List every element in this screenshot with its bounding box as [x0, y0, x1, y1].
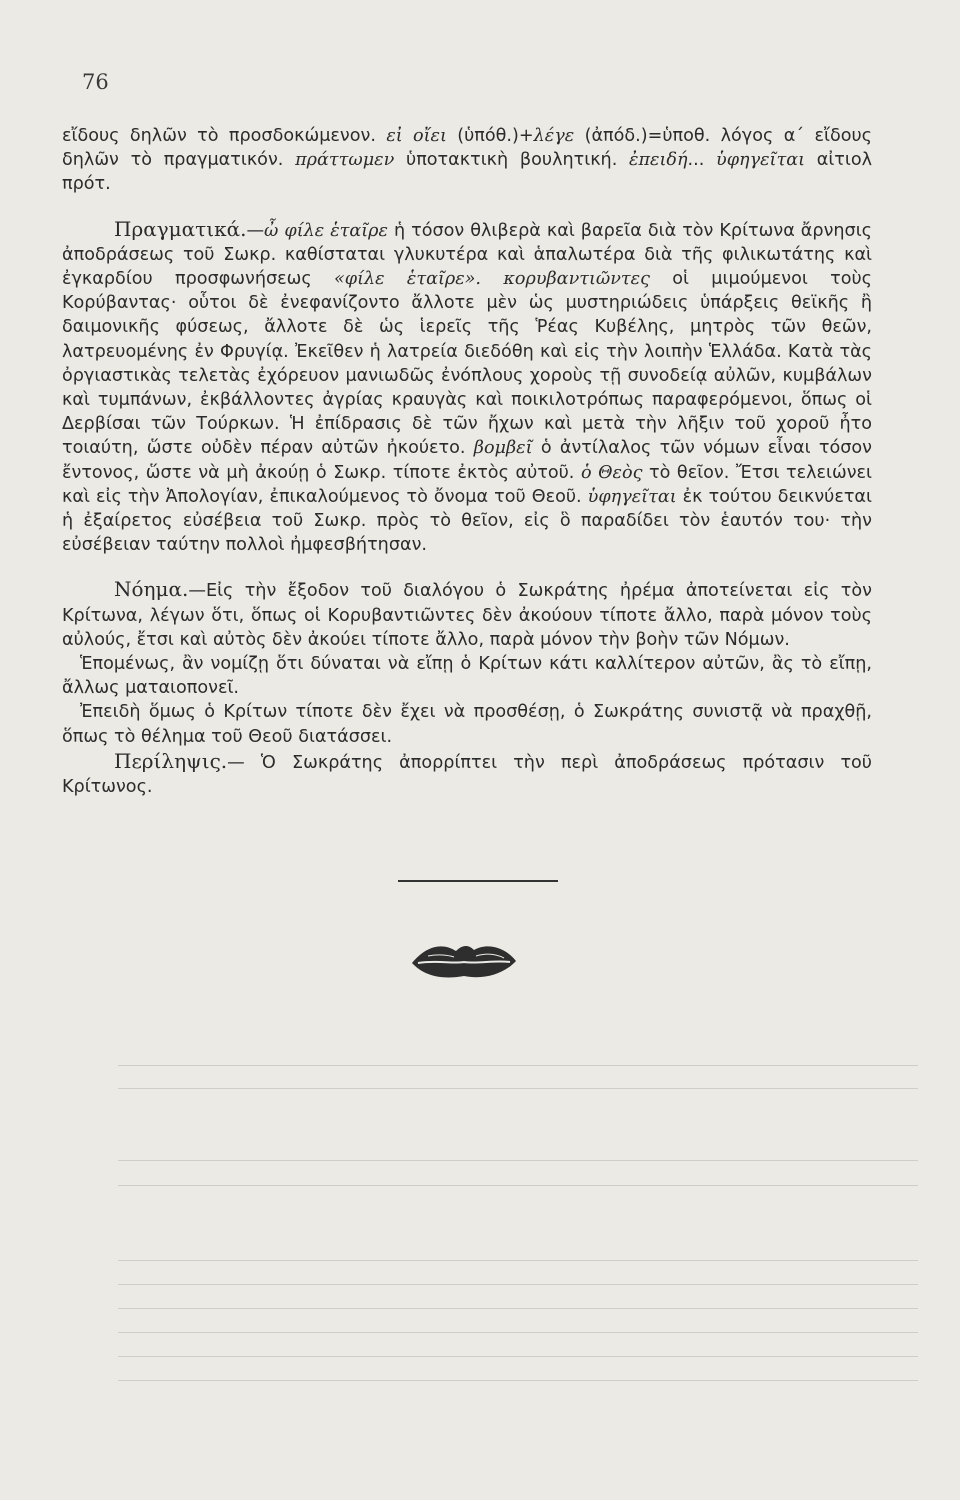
italic-term: ὁ Θεὸς	[580, 462, 643, 483]
bleed-through-line	[118, 1065, 918, 1066]
italic-term: βομβεῖ	[473, 438, 533, 459]
text: αἰτιολ πρότ.	[62, 150, 872, 195]
italic-term: ὦ φίλε ἑταῖρε	[264, 220, 388, 241]
body-text	[62, 124, 872, 799]
text: ἡ τόσον θλιβερὰ καὶ βαρεῖα διὰ τὸν Κρίτωνα ἄρνησις ἀποδράσεως τοῦ Σωκρ. καθίσταται γλυκυτέρα καὶ ἁπαλωτέρα διὰ τῆς φιλικωτάτης καὶ ἐγκαρδίου προσφωνήσεως	[62, 220, 872, 290]
paragraph-grammar-notes	[62, 124, 872, 197]
text: οἱ μιμούμενοι τοὺς Κορύβαντας· οὗτοι δὲ ἐνεφανίζοντο ἄλλοτε μὲν ὡς μυστηριώδεις ὑπάρξεις θεϊκῆς ἢ δαιμονικῆς φύσεως, ἄλλοτε δὲ ὡς ἱερεῖς τῆς Ῥέας Κυβέλης, μητρὸς τῶν θεῶν, λατρευομένης ἐν Φρυγίᾳ. Ἐκεῖθεν ἡ λατρεία διεδόθη καὶ εἰς τὴν λοιπὴν Ἑλλάδα. Κατὰ τὰς ὀργιαστικὰς τελετὰς ἐχόρευον μανιωδῶς ἐνόπλους χοροὺς τῇ συνοδείᾳ αὐλῶν, κυμβάλων καὶ τυμπάνων, ἐκβάλλοντες ἀγρίας κραυγὰς καὶ ποικιλοτρόπως παραφερόμενοι, ὅπως οἱ Δερβίσαι τῶν Τούρκων. Ἡ ἐπίδρασις δὲ τῶν ἤχων καὶ μετὰ τὴν λῆξιν τοῦ χοροῦ ἦτο τοιαύτη, ὥστε οὐδὲν πέραν αὐτῶν ἠκούετο.	[62, 269, 872, 459]
italic-term: λέγε	[533, 126, 575, 146]
text	[481, 269, 503, 289]
text: —	[246, 220, 265, 241]
italic-term: εἰ οἴει	[386, 126, 447, 146]
italic-term: πράττωμεν	[295, 150, 395, 171]
text: εἴδους δηλῶν τὸ προσδοκώμενον.	[62, 126, 387, 146]
bleed-through-line	[118, 1380, 918, 1381]
italic-term: «φίλε ἑταῖρε».	[334, 269, 482, 290]
bleed-through-line	[118, 1308, 918, 1309]
section-heading-noima: Νόημα.	[114, 577, 189, 602]
text: (ἀπόδ.)=ὑποθ. λόγος α΄ εἴδους δηλῶν τὸ πραγματικόν.	[62, 126, 872, 171]
section-heading-perilipsis: Περίληψις.	[114, 748, 228, 773]
bleed-through-line	[118, 1284, 918, 1285]
text: — Ὁ Σωκράτης ἀπορρίπτει τὴν περὶ ἀποδράσεως πρότασιν τοῦ Κρίτωνος.	[62, 752, 872, 798]
bleed-through-line	[118, 1260, 918, 1261]
paragraph-perilipsis	[62, 749, 872, 799]
italic-term: ὑφηγεῖται	[716, 150, 805, 171]
page-number: 76	[82, 70, 109, 94]
text: (ὑπόθ.)+	[446, 126, 534, 146]
text: ἐκ τούτου δεικνύεται ἡ ἐξαίρετος εὐσέβεια τοῦ Σωκρ. πρὸς τὸ θεῖον, εἰς ὃ παραδίδει τὸν ἑαυτόν του· τὴν εὐσέβειαν ταύτην πολλοὶ ἠμφεσβήτησαν.	[62, 486, 872, 556]
bleed-through-line	[118, 1088, 918, 1089]
lips-ornament-icon	[408, 936, 520, 986]
text: —Εἰς τὴν ἔξοδον τοῦ διαλόγου ὁ Σωκράτης ἠρέμα ἀποτείνεται εἰς τὸν Κρίτωνα, λέγων ὅτι, ὅπως οἱ Κορυβαντιῶντες δὲν ἀκούουν τίποτε ἄλλο, παρὰ μόνον τοὺς αὐλούς, ἔτσι καὶ αὐτὸς δὲν ἀκούει τίποτε ἄλλο, παρὰ μόνον τὴν βοὴν τῶν Νόμων.	[62, 581, 872, 650]
paragraph-pragmatika	[62, 217, 872, 558]
text: ...	[687, 150, 717, 171]
bleed-through-line	[118, 1332, 918, 1333]
paragraph-epeidi: Ἐπειδὴ ὅμως ὁ Κρίτων τίποτε δὲν ἔχει νὰ προσθέσῃ, ὁ Σωκράτης συνιστᾷ νὰ πραχθῇ, ὅπως τὸ θέλημα τοῦ Θεοῦ διατάσσει.	[62, 702, 872, 747]
italic-term: ὑφηγεῖται	[587, 486, 677, 507]
text: τὸ θεῖον. Ἔτσι τελειώνει καὶ εἰς τὴν Ἀπολογίαν, ἐπικαλούμενος τὸ ὄνομα τοῦ Θεοῦ.	[62, 462, 872, 507]
section-heading-pragmatika: Πραγματικά.	[114, 216, 247, 241]
italic-term: κορυβαντιῶντες	[503, 269, 650, 290]
bleed-through-line	[118, 1160, 918, 1161]
paragraph-noima	[62, 577, 872, 652]
paragraph-epomenos: Ἑπομένως, ἂν νομίζῃ ὅτι δύναται νὰ εἴπῃ ὁ Κρίτων κάτι καλλίτερον αὐτῶν, ἂς τὸ εἴπῃ, ἄλλως ματαιοπονεῖ.	[62, 654, 872, 699]
section-divider	[398, 880, 558, 882]
text: ὁ ἀντίλαλος τῶν νόμων εἶναι τόσον ἔντονος, ὥστε νὰ μὴ ἀκούῃ ὁ Σωκρ. τίποτε ἐκτὸς αὐτοῦ.	[62, 438, 872, 483]
bleed-through-line	[118, 1185, 918, 1186]
text: ὑποτακτικὴ βουλητική.	[394, 150, 630, 171]
bleed-through-line	[118, 1356, 918, 1357]
italic-term: ἐπειδή	[629, 150, 688, 171]
